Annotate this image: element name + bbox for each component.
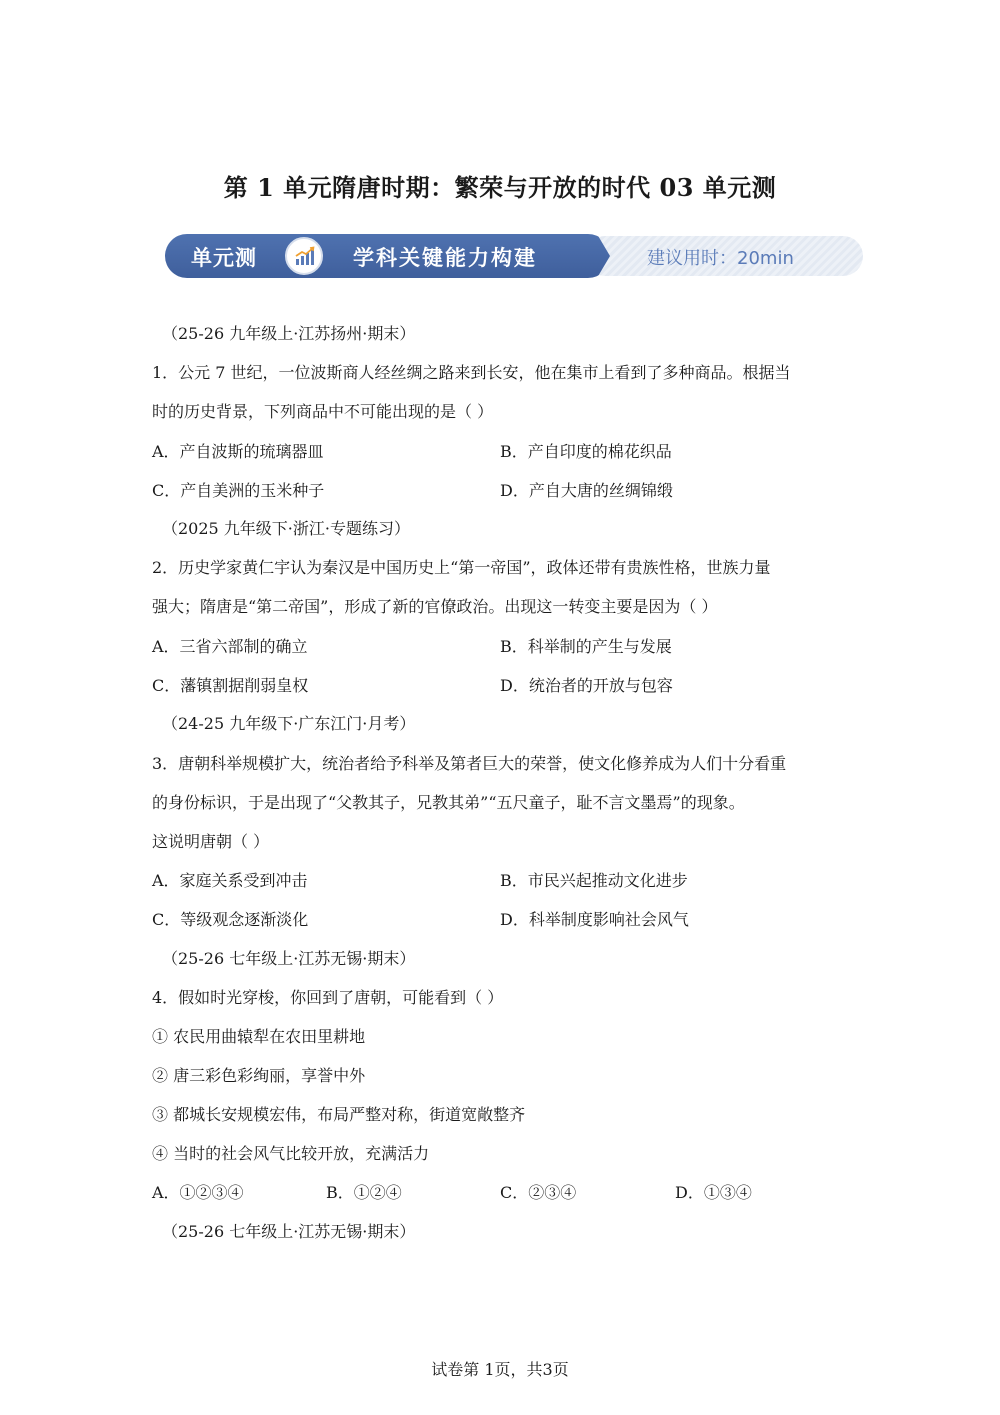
option-c[interactable]: C．藩镇割据削弱皇权 xyxy=(152,676,309,695)
skill-building-label: 学科关键能力构建 xyxy=(353,246,537,270)
section-banner xyxy=(165,234,865,278)
option-c[interactable]: C．产自美洲的玉米种子 xyxy=(152,481,325,500)
question-stem: 时的历史背景，下列商品中不可能出现的是（ ） xyxy=(152,402,494,421)
option-a[interactable]: A．三省六部制的确立 xyxy=(152,637,308,656)
statement-item: ① 农民用曲辕犁在农田里耕地 xyxy=(152,1027,366,1046)
option-a[interactable]: A．家庭关系受到冲击 xyxy=(152,871,308,890)
option-d[interactable]: D．科举制度影响社会风气 xyxy=(500,910,689,929)
page-title: 第 1 单元隋唐时期：繁荣与开放的时代 03 单元测 xyxy=(223,173,777,202)
question-stem: 这说明唐朝（ ） xyxy=(152,832,270,851)
question-stem: 强大；隋唐是“第二帝国”，形成了新的官僚政治。出现这一转变主要是因为（ ） xyxy=(152,597,718,616)
question-stem: 3．唐朝科举规模扩大，统治者给予科举及第者巨大的荣誉，使文化修养成为人们十分看重 xyxy=(152,754,787,773)
option-b[interactable]: B．①②④ xyxy=(326,1183,402,1202)
question-source: （25-26 七年级上·江苏无锡·期末） xyxy=(162,1222,416,1241)
option-b[interactable]: B．产自印度的棉花织品 xyxy=(500,442,672,461)
option-b[interactable]: B．科举制的产生与发展 xyxy=(500,637,672,656)
option-d[interactable]: D．①③④ xyxy=(675,1183,752,1202)
option-d[interactable]: D．产自大唐的丝绸锦缎 xyxy=(500,481,673,500)
option-a[interactable]: A．①②③④ xyxy=(152,1183,244,1202)
option-d[interactable]: D．统治者的开放与包容 xyxy=(500,676,673,695)
growth-chart-icon xyxy=(285,237,323,275)
option-b[interactable]: B．市民兴起推动文化进步 xyxy=(500,871,688,890)
suggested-time-label: 建议用时：20min xyxy=(647,248,794,269)
statement-item: ③ 都城长安规模宏伟，布局严整对称，街道宽敞整齐 xyxy=(152,1105,526,1124)
option-c[interactable]: C．②③④ xyxy=(500,1183,577,1202)
question-source: （2025 九年级下·浙江·专题练习） xyxy=(162,519,410,538)
statement-item: ④ 当时的社会风气比较开放，充满活力 xyxy=(152,1144,430,1163)
question-stem: 1．公元 7 世纪，一位波斯商人经丝绸之路来到长安，他在集市上看到了多种商品。根据当 xyxy=(152,363,791,382)
question-source: （25-26 九年级上·江苏扬州·期末） xyxy=(162,324,416,343)
option-c[interactable]: C．等级观念逐渐淡化 xyxy=(152,910,309,929)
statement-item: ② 唐三彩色彩绚丽，享誉中外 xyxy=(152,1066,366,1085)
question-stem: 2．历史学家黄仁宇认为秦汉是中国历史上“第一帝国”，政体还带有贵族性格，世族力量 xyxy=(152,558,771,577)
question-source: （25-26 七年级上·江苏无锡·期末） xyxy=(162,949,416,968)
question-stem: 4．假如时光穿梭，你回到了唐朝，可能看到（ ） xyxy=(152,988,504,1007)
question-stem: 的身份标识，于是出现了“父教其子，兄教其弟”“五尺童子，耻不言文墨焉”的现象。 xyxy=(152,793,745,812)
question-source: （24-25 九年级下·广东江门·月考） xyxy=(162,714,416,733)
option-a[interactable]: A．产自波斯的琉璃器皿 xyxy=(152,442,324,461)
page-footer: 试卷第 1页，共3页 xyxy=(431,1360,569,1379)
unit-test-label: 单元测 xyxy=(191,246,257,270)
